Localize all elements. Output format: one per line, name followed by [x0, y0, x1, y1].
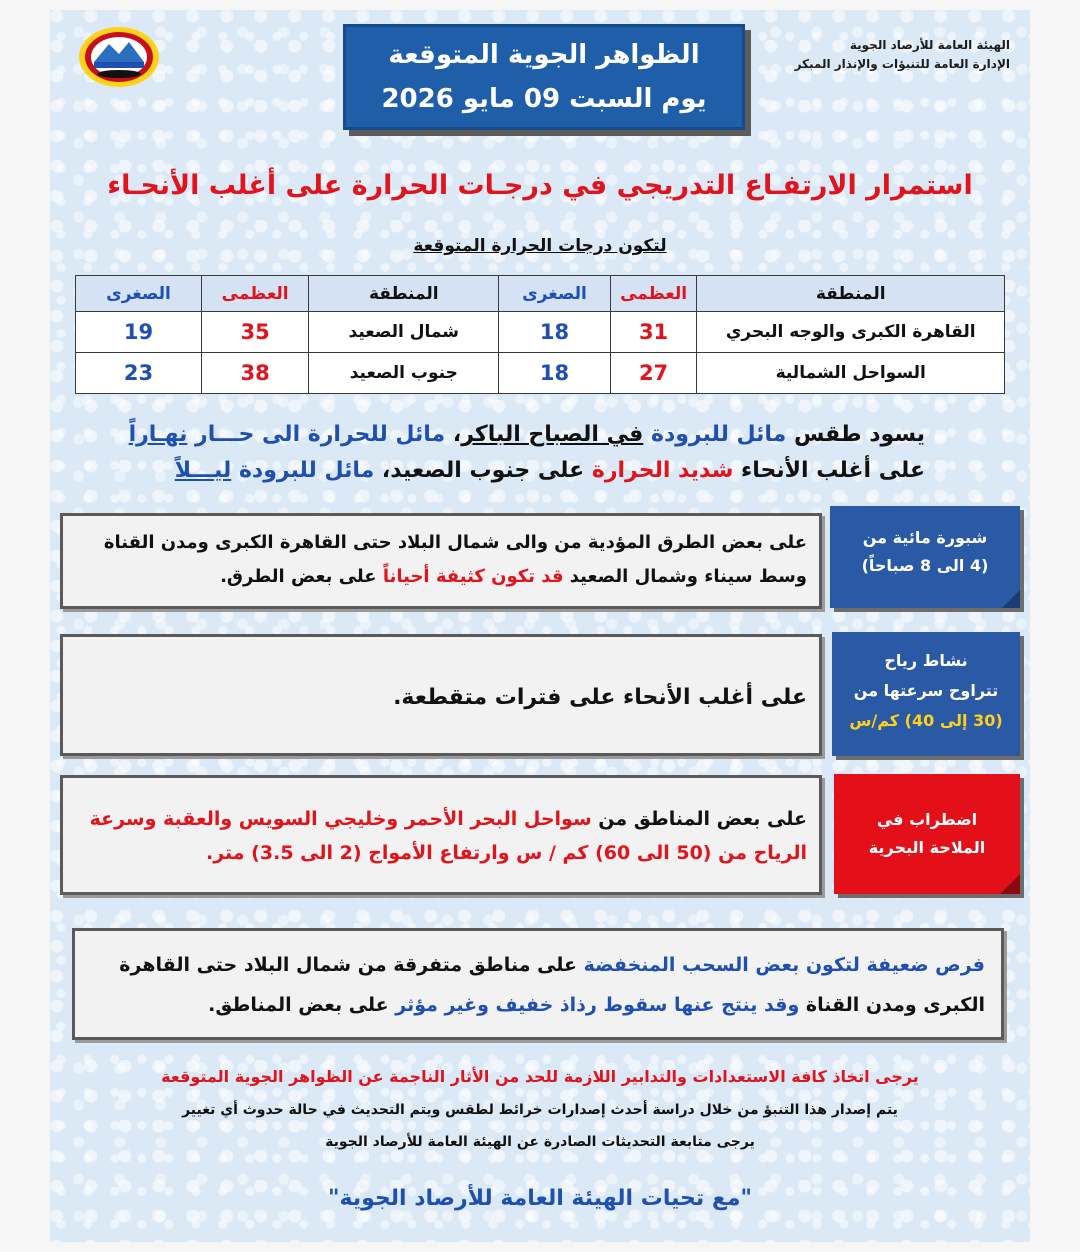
ema-logo-icon [74, 22, 164, 92]
min-temp-cell: 18 [499, 312, 610, 353]
summary-text [643, 422, 651, 447]
clouds-details [72, 928, 1004, 1040]
fog-details [60, 513, 822, 609]
warning-note: يرجى اتخاذ كافة الاستعدادات والتدابير اللازمة للحد من الأثار الناجمة عن الظواهر الجوية المتوقعة [161, 1067, 919, 1086]
org-header [795, 36, 1010, 74]
table-row [76, 312, 1005, 353]
wind-text: على أغلب الأنحاء على فترات متقطعة. [393, 685, 807, 710]
wind-tag-label: نشاط رياح [884, 651, 968, 670]
clouds-text: وقد ينتج عنها سقوط رذاذ خفيف وغير مؤثر [395, 994, 800, 1016]
min-temp-cell: 19 [76, 312, 202, 353]
fold-corner-icon [1000, 874, 1020, 894]
marine-tag-label: اضطراب في [876, 810, 978, 829]
page-title: الظواهر الجوية المتوقعة [388, 40, 700, 70]
summary-text: مائل للبرودة [650, 422, 787, 447]
update-note: يتم إصدار هذا التنبؤ من خلال دراسة أحدث إصدارات خرائط لطقس ويتم التحديث في حالة حدوث أي تغيير [182, 1102, 898, 1118]
col-region: المنطقة [309, 276, 499, 312]
max-temp-cell: 31 [610, 312, 697, 353]
table-row [76, 353, 1005, 394]
fog-tag [830, 506, 1020, 608]
wind-tag [832, 632, 1020, 756]
min-temp-cell: 18 [499, 353, 610, 394]
wind-details [60, 634, 822, 756]
wind-tag-label: تتراوح سرعتها من [853, 681, 999, 700]
marine-text-highlight: سواحل البحر الأحمر وخليجي السويس والعقبة وسرعة الرياح من (50 الى 60) كم / س وارتفاع الأمواج (2 الى 3.5) متر. [89, 808, 807, 864]
max-temp-cell: 35 [201, 312, 308, 353]
follow-note: يرجى متابعة التحديثات الصادرة عن الهيئة العامة للأرصاد الجوية [325, 1134, 755, 1150]
temperature-table [75, 275, 1005, 394]
fold-corner-icon [1002, 590, 1020, 608]
forecast-date: يوم السبت 09 مايو 2026 [381, 84, 707, 114]
summary-text: نهـاراً [128, 422, 188, 447]
col-max: العظمى [610, 276, 697, 312]
headline: استمرار الارتفـاع التدريجي في درجـات الحرارة على أغلب الأنحـاء [107, 170, 973, 201]
max-temp-cell: 27 [610, 353, 697, 394]
fog-tag-time: (4 الى 8 صباحاً) [861, 556, 989, 575]
table-header-row [76, 276, 1005, 312]
title-box [343, 24, 745, 130]
org-name: الهيئة العامة للأرصاد الجوية [849, 38, 1010, 52]
forecast-bulletin [50, 10, 1030, 1242]
summary-text [231, 458, 239, 483]
summary-text: شديد الحرارة [591, 458, 734, 483]
col-region: المنطقة [697, 276, 1005, 312]
temps-table-title: لتكون درجات الحرارة المتوقعة [413, 236, 667, 256]
summary-text: يسود طقس [786, 422, 925, 447]
summary-text: ، [445, 422, 462, 447]
col-min: الصغرى [76, 276, 202, 312]
dept-name: الإدارة العامة للتنبؤات والإنذار المبكر [794, 57, 1010, 71]
marine-details [60, 775, 822, 895]
max-temp-cell: 38 [201, 353, 308, 394]
region-cell: السواحل الشمالية [697, 353, 1005, 394]
marine-tag [834, 774, 1020, 894]
region-cell: القاهرة الكبرى والوجه البحري [697, 312, 1005, 353]
summary-text: في الصباح الباكر [461, 422, 644, 447]
summary-text: ليـــلاً [174, 458, 232, 483]
wind-tag-speed: (30 إلى 40) كم/س [849, 711, 1003, 730]
clouds-text: فرص ضعيفة لتكون [799, 954, 985, 976]
summary-text: على أغلب الأنحاء [733, 458, 925, 483]
region-cell: شمال الصعيد [309, 312, 499, 353]
col-min: الصغرى [499, 276, 610, 312]
clouds-text: بعض السحب المنخفضة [583, 954, 800, 976]
marine-tag-label: الملاحة البحرية [868, 838, 986, 857]
clouds-text: على مناطق متفرقة من شمال البلاد حتى القاهرة الكبرى ومدن القناة [119, 954, 985, 1016]
fog-text: على بعض الطرق المؤدية من والى شمال البلاد حتى القاهرة الكبرى ومدن القناة وسط سيناء وشمال الصعيد [103, 532, 807, 587]
clouds-text: على بعض المناطق. [208, 994, 396, 1016]
summary-text: على جنوب الصعيد، [374, 458, 592, 483]
weather-summary [105, 417, 925, 489]
min-temp-cell: 23 [76, 353, 202, 394]
fog-tag-label: شبورة مائية من [862, 528, 988, 547]
fog-text: على بعض الطرق. [220, 566, 383, 587]
greeting: "مع تحيات الهيئة العامة للأرصاد الجوية" [328, 1186, 752, 1211]
summary-text: مائل للبرودة [238, 458, 375, 483]
region-cell: جنوب الصعيد [309, 353, 499, 394]
summary-text: مائل للحرارة الى حـــار [195, 422, 446, 447]
summary-text [187, 422, 195, 447]
fog-text-highlight: قد تكون كثيفة أحياناً [382, 566, 564, 587]
col-max: العظمى [201, 276, 308, 312]
marine-text: على بعض المناطق من [591, 808, 807, 830]
